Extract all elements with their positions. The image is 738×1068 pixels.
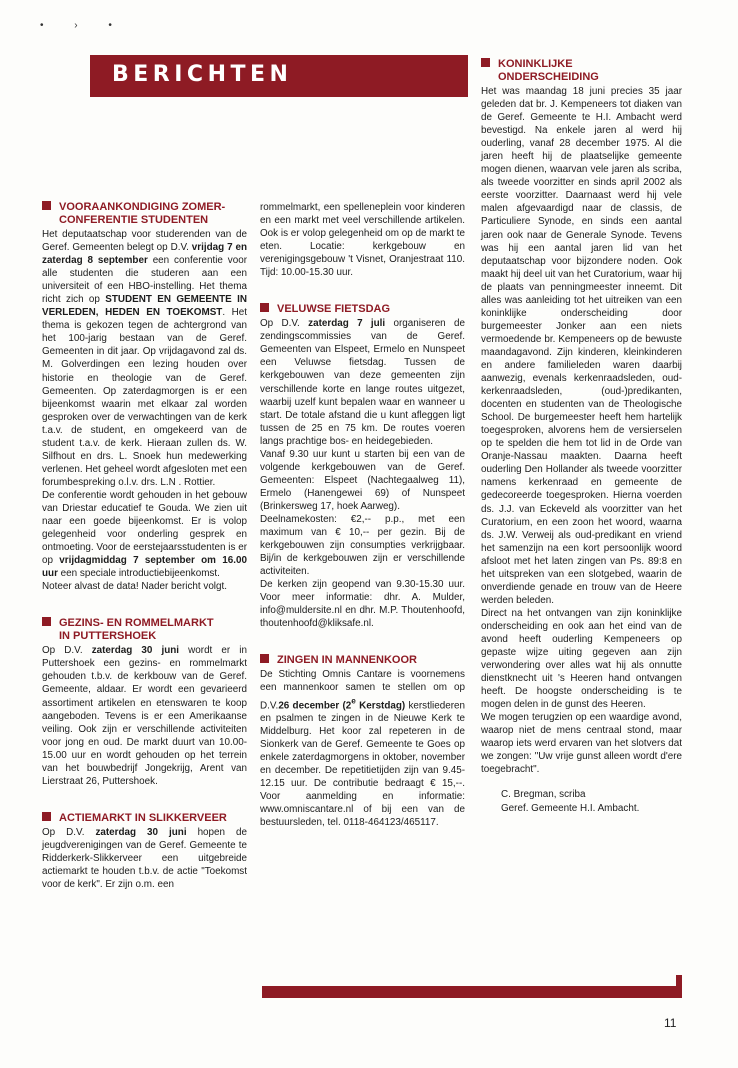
heading-square-icon	[260, 303, 269, 312]
article-heading-fietsdag: VELUWSE FIETSDAG	[260, 303, 465, 316]
article-paragraph: Noteer alvast de data! Nader bericht volgt.	[42, 581, 227, 593]
article-paragraph: rommelmarkt, een spelleneplein voor kinderen en een markt met veel verschillende artikelen. Ook is er volop gelegenheid om op de markt te eten. Locatie: kerkgebouw en verenigingsgebouw 't Visnet, Oranjestraat 110. Tijd: 10.00-15.30 uur.	[260, 202, 465, 279]
article-paragraph: De conferentie wordt gehouden in het gebouw van Driestar educatief te Gouda. We zien uit naar een goede bijeenkomst. Er is volop gelegenheid voor onderling gesprek en ontmoeting. Voor de eerstejaarsstudenten is er op vrijdagmiddag 7 september om 16.00 uur een speciale introductiebijeenkomst.	[42, 489, 247, 580]
article-paragraph: Op D.V. zaterdag 30 juni wordt er in Puttershoek een gezins- en rommelmarkt gehouden t.b.v. de kerkbouw van de Geref. Gemeente, aldaar. Er wordt een gevarieerd assortiment artikelen en etenswaren te koop aangeboden. Tevens is er een Amerikaanse veiling. Ook zijn er verschillende activiteiten voor jong en oud. De markt duurt van 10.00-15.00 uur en wordt gehouden op het terrein van het bouwbedrijf Jongekrijg, Arent van Lierstraat 26, Puttershoek.	[42, 645, 247, 787]
article-paragraph: Het was maandag 18 juni precies 35 jaar geleden dat br. J. Kempeneers tot diaken van de Geref. Gemeente te H.I. Ambacht werd bevestigd. Na enkele jaren al werd hij ouderling, vanaf 28 december 1975. Al die jaren heeft hij de plaatselijke gemeente mogen dienen, waarvan vele jaren als scriba, als tweede voorzitter en sinds april 2002 als eerste voorzitter. Daarnaast werd hij vele malen afgevaardigd naar de classis, de Particuliere Synode, en sinds een aantal jaren ook naar de Generale Synode. Tevens was hij een aantal jaren lid van het deputaatschap voor bijzondere noden. Ook maakt hij deel uit van het Curatorium, waar hij de plaats van penningmeester inneemt. Dit alles was aanleiding tot het uitreiken van een koninklijke onderscheiding door burgemeester Jonker aan een niets vermoedende br. Kempeneers op de bewuste maandagavond. Zijn kinderen, kleinkinderen en andere familieleden waren daarbij aanwezig, evenals kerkenraadsleden, oud-kerkenraadsleden, (oud-)predikanten, docenten en studenten van de Theologische School. De burgemeester heeft hem hartelijk toegesproken, alvorens hem de versierselen op te spelden die hem tot lid in de Orde van Oranje-Nassau maakten. Daarna heeft ouderling Den Hollander als tweede voorzitter namens kerkenraad en gemeente de gedecoreerde toegesproken. Hierna voerden ds. J.J. van Eckeveld als voorzitter van het Curatorium, en een zoon het woord, waarna ds. J.W. Verweij als oud-predikant en vriend het samenzijn na een kort persoonlijk woord afsloot met het laten zingen van Ps. 89:8 en het uitspreken van een slotgebed, waarin de onverdiende genade en trouw van de Heere werden beleden.	[481, 86, 682, 606]
article-paragraph: Het deputaatschap voor studerenden van de Geref. Gemeenten belegt op D.V. vrijdag 7 en zaterdag 8 september een conferentie voor alle studenten die studeren aan een universiteit of een HBO-instelling. Het thema richt zich op STUDENT EN GEMEENTE IN VERLEDEN, HEDEN EN TOEKOMST. Het thema is gekozen tegen de achtergrond van het 100-jarig bestaan van de Geref. Gemeenten in dit jaar. Op vrijdagavond zal ds. M. Golverdingen een lezing houden over historie en theologie van de Geref. Gemeenten. Op zaterdagmorgen is er een bijeenkomst waarin met elkaar zal worden gesproken over de verwachtingen van de kerk t.a.v. de student, en omgekeerd van de student t.a.v. de kerk. Hieraan zullen ds. W. Silfhout en drs. L. Snoek hun medewerking verlenen. Het geheel wordt afgesloten met een forumbespreking o.l.v. drs. L.N . Rottier.	[42, 229, 247, 488]
heading-square-icon	[42, 812, 51, 821]
article-heading-rommelmarkt: GEZINS- EN ROMMELMARKT IN PUTTERSHOEK	[42, 617, 247, 643]
signature-name: C. Bregman, scriba	[501, 789, 586, 801]
article-paragraph: Vanaf 9.30 uur kunt u starten bij een van de volgende kerkgebouwen van de Geref. Gemeenten: Elspeet (Nachtegaalweg 11), Ermelo (Hanengewei 69) of Nunspeet (Brinkersweg 17, hoek Aarweg).	[260, 448, 465, 512]
heading-square-icon	[260, 654, 269, 663]
article-heading-zomerconferentie: VOORAANKONDIGING ZOMER- CONFERENTIE STUDENTEN	[42, 201, 247, 227]
signature-block	[481, 788, 682, 814]
column-1	[42, 201, 247, 891]
article-paragraph: Op D.V. zaterdag 30 juni hopen de jeugdverenigingen van de Geref. Gemeente te Ridderkerk-Slikkerveer een uitgebreide actiemarkt te houden t.b.v. de actie "Toekomst voor de kerk". Er zijn o.m. een	[42, 826, 247, 891]
signature-org: Geref. Gemeente H.I. Ambacht.	[501, 802, 640, 814]
article-paragraph: De kerken zijn geopend van 9.30-15.30 uur. Voor meer informatie: dhr. A. Mulder, info@muldersite.nl en dhr. M.P. Thoutenhoofd, thoutenhoofd@kliksafe.nl.	[260, 579, 465, 630]
article-heading-onderscheiding: KONINKLIJKE ONDERSCHEIDING	[481, 58, 682, 84]
heading-square-icon	[42, 617, 51, 626]
article-paragraph: Deelnamekosten: €2,-- p.p., met een maximum van € 10,-- per gezin. Bij de kerkgebouwen zijn consumpties verkrijgbaar. Bij/in de kerkgebouwen zijn er verschillende activiteiten.	[260, 513, 465, 578]
article-paragraph: Op D.V. zaterdag 7 juli organiseren de zendingscommissies van de Geref. Gemeenten van Elspeet, Ermelo en Nunspeet een Veluwse fietsdag. Tussen de kerkgebouwen van deze gemeenten zijn verschillende korte en lange routes uitgezet, waarbij uzelf kunt bepalen waar en wanneer u start. De totale afstand die u kunt afleggen ligt tussen de 25 en 75 km. De routes voeren langs prachtige bos- en heidegebieden.	[260, 318, 465, 447]
section-banner	[90, 55, 468, 97]
page-ornament: • › •	[40, 20, 126, 31]
article-heading-actiemarkt: ACTIEMARKT IN SLIKKERVEER	[42, 812, 247, 825]
article-heading-mannenkoor: ZINGEN IN MANNENKOOR	[260, 654, 465, 667]
heading-square-icon	[481, 58, 490, 67]
column-3	[481, 58, 682, 815]
column-2	[260, 201, 465, 829]
footer-rule	[262, 986, 682, 998]
heading-square-icon	[42, 201, 51, 210]
article-paragraph: De Stichting Omnis Cantare is voornemens een mannenkoor samen te stellen om op D.V.26 december (2e Kerstdag) kerstliederen en psalmen te zingen in de Nieuwe Kerk te Middelburg. Het koor zal repeteren in de Sionkerk van de Geref. Gemeente te Goes op enkele zaterdagmorgens in oktober, november en december. De repetitietijden zijn van 9.45-12.15 uur. De contributie bedraagt € 15,--. Voor aanmelding en informatie: www.omniscantare.nl of bij een van de bestuursleden, tel. 0118-464123/465117.	[260, 669, 465, 829]
article-paragraph: We mogen terugzien op een waardige avond, waarop niet de mens centraal stond, maar waarop iets werd ervaren van het slotvers dat we zongen: "Uw vrije gunst alleen wordt d'ere toegebracht".	[481, 712, 682, 776]
article-paragraph: Direct na het ontvangen van zijn koninklijke onderscheiding en ook aan het eind van de avond heeft ouderling Kempeneers op gepaste wijze uiting gegeven aan zijn verwondering over alles wat hij als onnutte dienstknecht uit 's Heeren hand ontvangen heeft. De hoogste onderscheiding is te mogen delen in de gunst des Heeren.	[481, 607, 682, 711]
section-title: BERICHTEN	[112, 62, 293, 87]
page-number: 11	[664, 1016, 677, 1030]
